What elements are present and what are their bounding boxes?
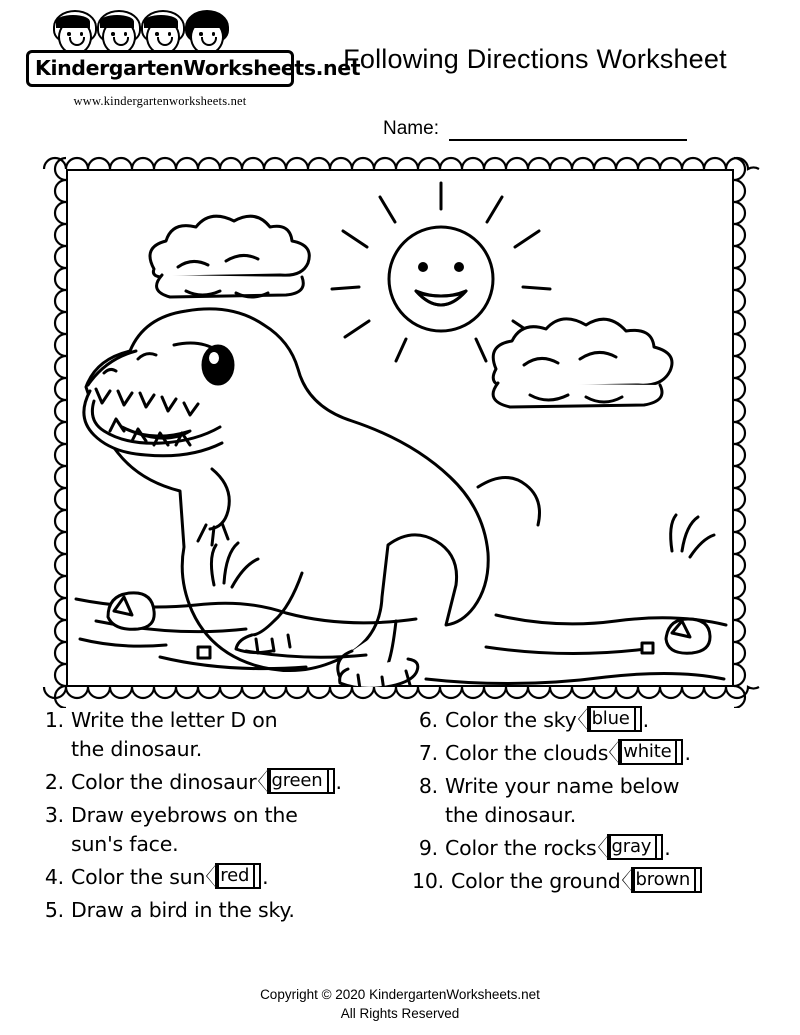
item-text: Draw eyebrows on the bbox=[71, 803, 298, 827]
dinosaur-scene-illustration bbox=[66, 169, 734, 687]
item-text: Color the sun bbox=[71, 865, 206, 889]
kids-illustration bbox=[50, 10, 294, 54]
instruction-item bbox=[38, 896, 408, 925]
crayon-icon-red bbox=[206, 863, 261, 889]
instructions-column-right bbox=[412, 706, 772, 900]
item-number: 4. bbox=[44, 865, 64, 889]
item-period: . bbox=[684, 741, 691, 765]
instruction-item bbox=[412, 772, 772, 830]
name-input-line[interactable] bbox=[449, 119, 687, 141]
item-number: 3. bbox=[44, 803, 64, 827]
instructions-column-left bbox=[38, 706, 408, 929]
item-number: 10. bbox=[412, 869, 445, 893]
item-number: 6. bbox=[418, 708, 438, 732]
crayon-icon-blue bbox=[578, 706, 642, 732]
instruction-item bbox=[38, 863, 408, 892]
item-text: Color the rocks bbox=[445, 836, 597, 860]
item-text: Write your name below bbox=[445, 774, 680, 798]
item-text: Draw a bird in the sky. bbox=[71, 898, 295, 922]
name-field-row bbox=[300, 118, 770, 141]
sun-circle bbox=[389, 227, 493, 331]
logo-text: KindergartenWorksheets.net bbox=[35, 56, 361, 80]
instruction-item bbox=[412, 834, 772, 863]
item-text: Color the sky bbox=[445, 708, 577, 732]
crayon-icon-gray bbox=[598, 834, 664, 860]
item-text: Color the clouds bbox=[445, 741, 609, 765]
copyright-text: Copyright © 2020 KindergartenWorksheets.net bbox=[260, 987, 540, 1002]
page-footer bbox=[0, 985, 800, 1023]
crayon-label: blue bbox=[591, 708, 630, 729]
item-number: 8. bbox=[418, 774, 438, 798]
item-number: 1. bbox=[44, 708, 64, 732]
picture-frame bbox=[30, 148, 770, 708]
item-period: . bbox=[335, 770, 342, 794]
item-text: Write the letter D on bbox=[71, 708, 278, 732]
item-period: . bbox=[664, 836, 671, 860]
item-period: . bbox=[642, 708, 649, 732]
crayon-label: white bbox=[623, 741, 672, 762]
item-number: 5. bbox=[44, 898, 64, 922]
rights-text: All Rights Reserved bbox=[340, 1006, 460, 1021]
instructions-section bbox=[0, 706, 800, 976]
crayon-label: green bbox=[271, 770, 323, 791]
page-header bbox=[0, 0, 800, 140]
item-number: 2. bbox=[44, 770, 64, 794]
item-period: . bbox=[262, 865, 269, 889]
crayon-label: brown bbox=[635, 869, 691, 890]
crayon-icon-green bbox=[258, 768, 335, 794]
instruction-item bbox=[38, 706, 408, 764]
item-text-line2: sun's face. bbox=[71, 832, 179, 856]
item-number: 9. bbox=[418, 836, 438, 860]
logo-url: www.kindergartenworksheets.net bbox=[73, 94, 247, 108]
item-text-line2: the dinosaur. bbox=[71, 737, 203, 761]
instruction-item bbox=[412, 867, 772, 896]
crayon-label: gray bbox=[611, 836, 652, 857]
instruction-item bbox=[412, 706, 772, 735]
site-logo[interactable] bbox=[26, 10, 361, 109]
page-title: Following Directions Worksheet bbox=[343, 44, 727, 74]
crayon-icon-white bbox=[609, 739, 683, 765]
item-text: Color the dinosaur bbox=[71, 770, 257, 794]
crayon-label: red bbox=[220, 865, 250, 886]
crayon-icon-brown bbox=[622, 867, 703, 893]
item-text-line2: the dinosaur. bbox=[445, 803, 577, 827]
item-text: Color the ground bbox=[451, 869, 621, 893]
instruction-item bbox=[412, 739, 772, 768]
logo-banner bbox=[26, 50, 361, 87]
instruction-item bbox=[38, 801, 408, 859]
item-number: 7. bbox=[418, 741, 438, 765]
instruction-item bbox=[38, 768, 408, 797]
name-label: Name: bbox=[383, 118, 439, 139]
